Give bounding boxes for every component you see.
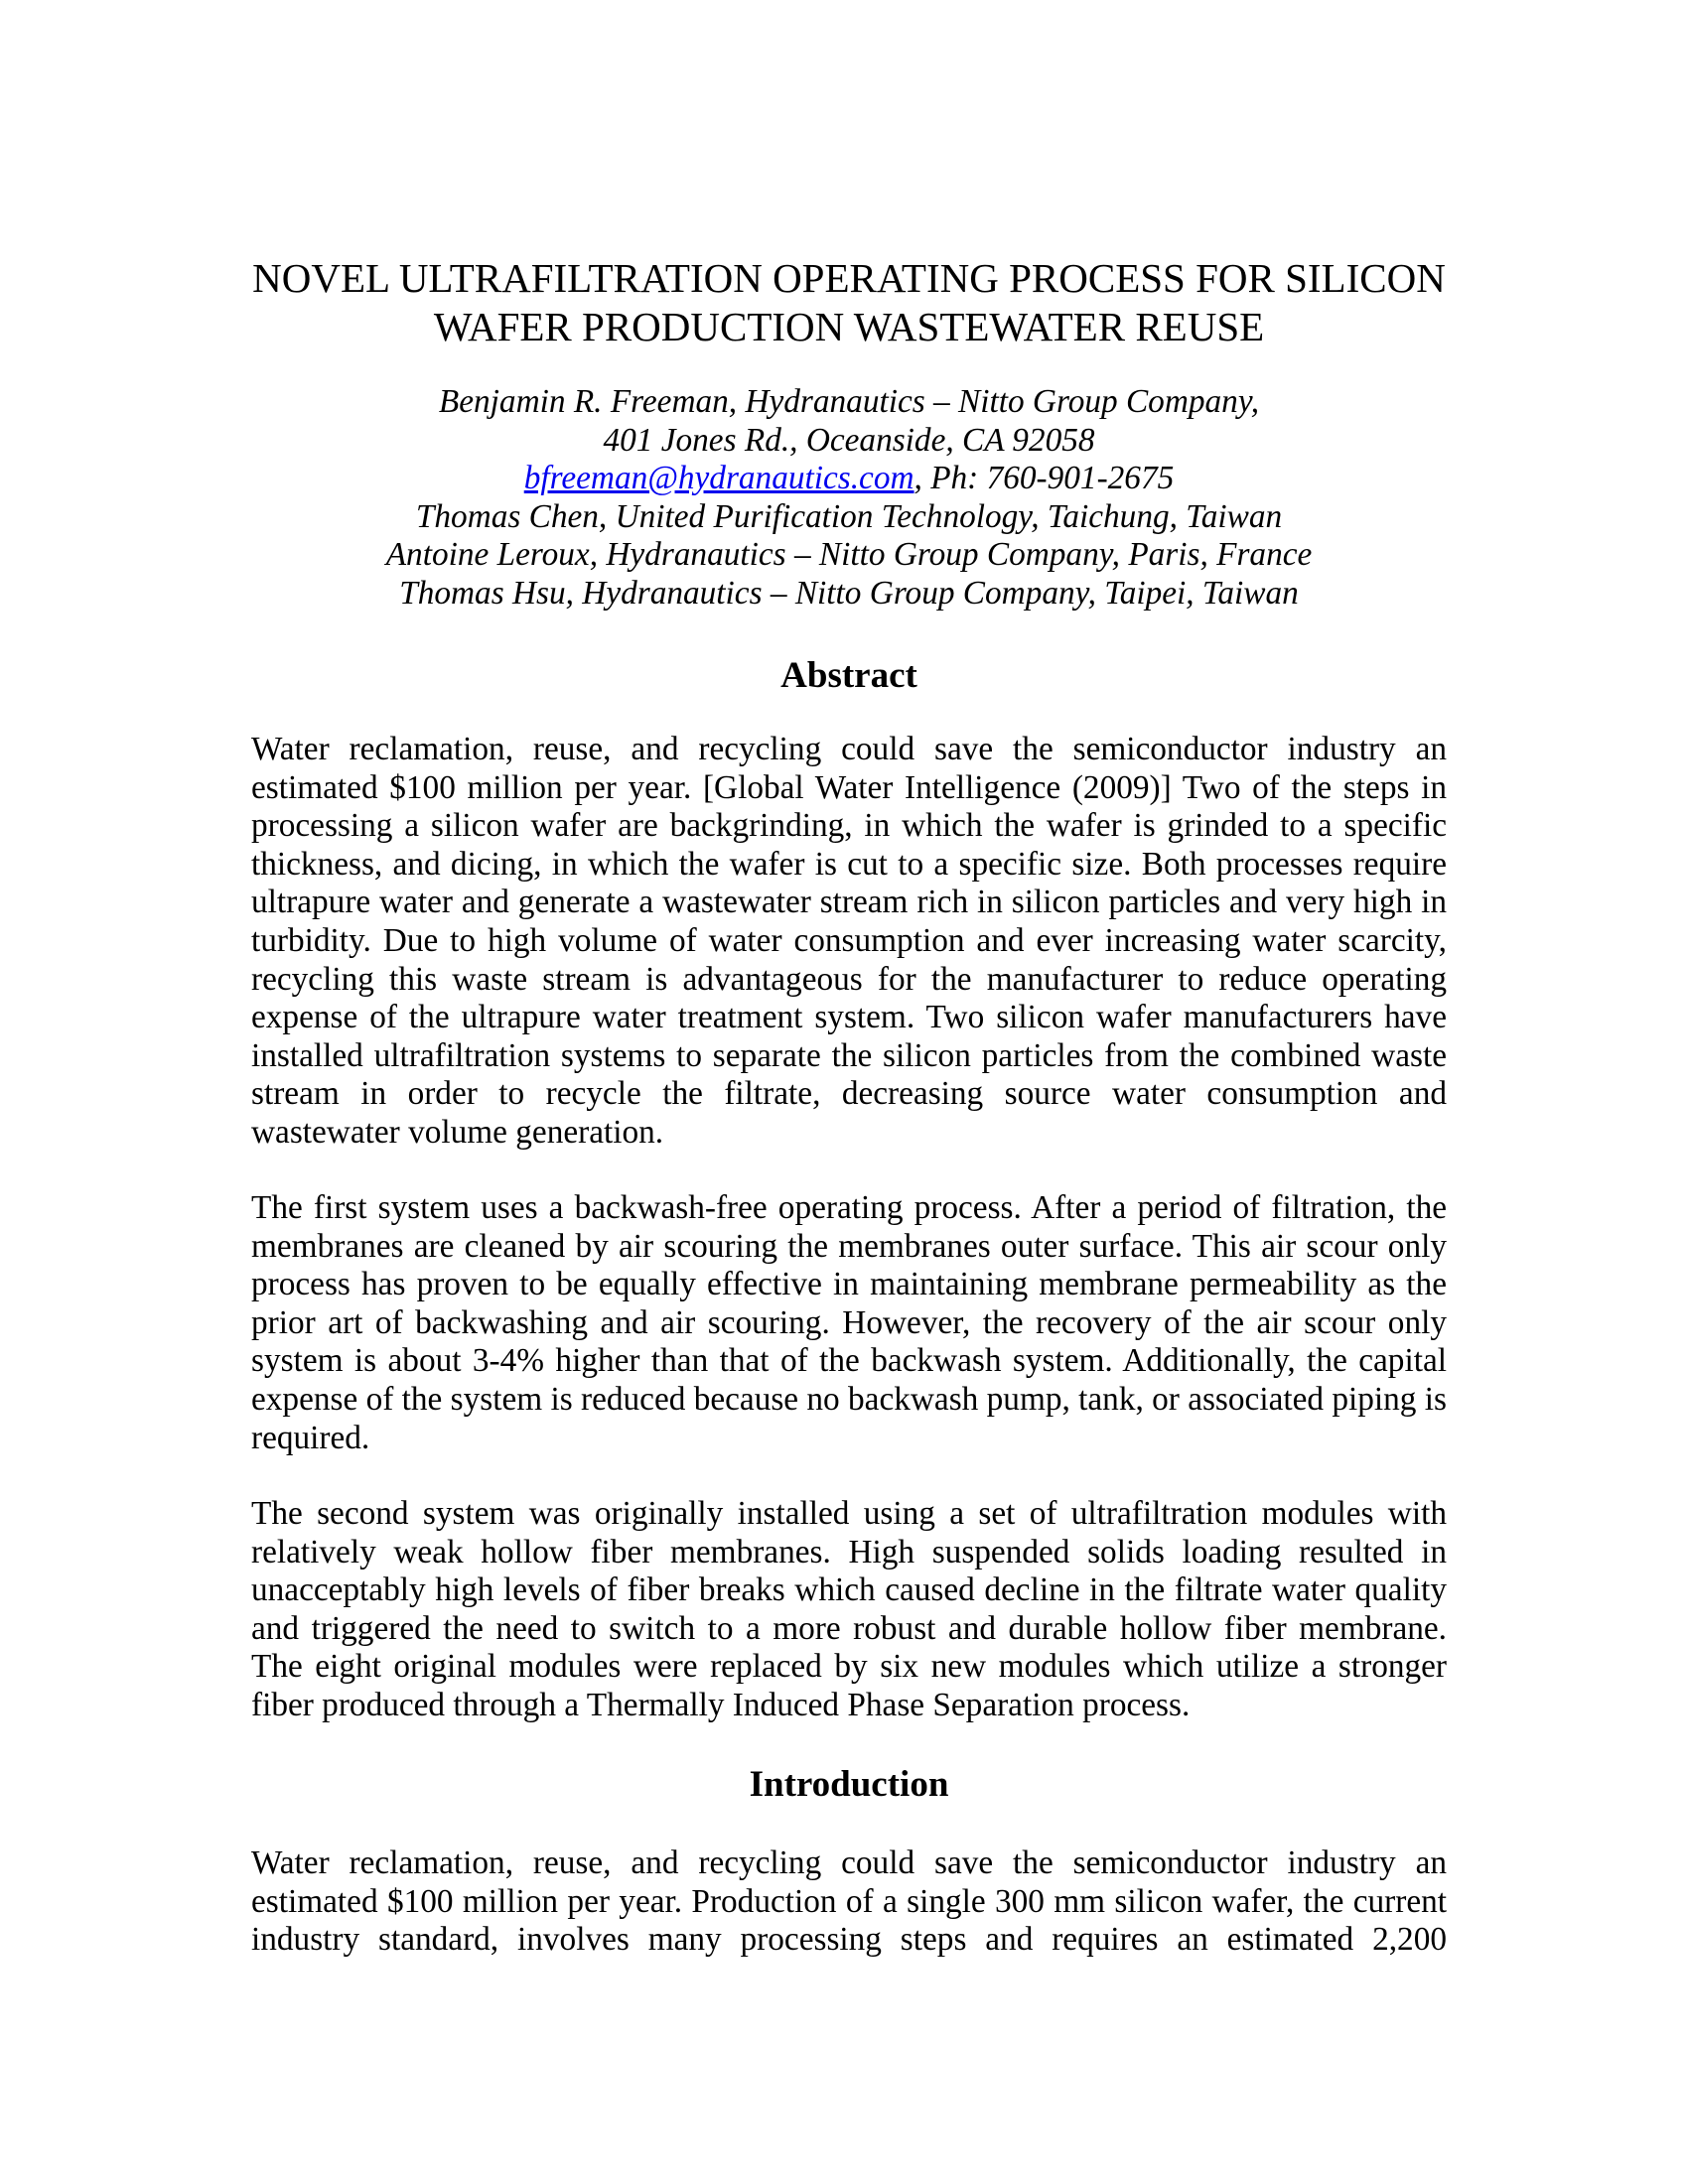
- introduction-paragraph-1: Water reclamation, reuse, and recycling could save the semiconductor industry an estimated $100 million per year. Production of a single 300 mm silicon wafer, the current industry standard, involves many processing steps and requires an estimated 2,200: [251, 1844, 1447, 1959]
- introduction-heading: Introduction: [749, 1764, 949, 1805]
- email-link[interactable]: bfreeman@hydranautics.com: [523, 460, 914, 497]
- abstract-heading: Abstract: [780, 655, 917, 696]
- paper-title: [251, 254, 1447, 351]
- author-line-freeman: Benjamin R. Freeman, Hydranautics – Nitto Group Company,: [438, 383, 1260, 420]
- phone-text: , Ph: 760-901-2675: [914, 460, 1175, 497]
- author-block: [251, 383, 1447, 614]
- abstract-paragraph-2: The first system uses a backwash-free operating process. After a period of filtration, the membranes are cleaned by air scouring the membranes outer surface. This air scour only process has proven to be equally effective in maintaining membrane permeability as the prior art of backwashing and air scouring. However, the recovery of the air scour only system is about 3-4% higher than that of the backwash system. Additionally, the capital expense of the system is reduced because no backwash pump, tank, or associated piping is required.: [251, 1189, 1447, 1456]
- paper-title-line-2: WAFER PRODUCTION WASTEWATER REUSE: [433, 304, 1265, 349]
- abstract-paragraph-3: The second system was originally installed using a set of ultrafiltration modules with relatively weak hollow fiber membranes. High suspended solids loading resulted in unacceptably high levels of fiber breaks which caused decline in the filtrate water quality and triggered the need to switch to a more robust and durable hollow fiber membrane. The eight original modules were replaced by six new modules which utilize a stronger fiber produced through a Thermally Induced Phase Separation process.: [251, 1495, 1447, 1723]
- author-line-hsu: Thomas Hsu, Hydranautics – Nitto Group Company, Taipei, Taiwan: [399, 574, 1299, 612]
- abstract-paragraph-1: Water reclamation, reuse, and recycling could save the semiconductor industry an estimated $100 million per year. [Global Water Intelligence (2009)] Two of the steps in processing a silicon wafer are backgrinding, in which the wafer is grinded to a specific thickness, and dicing, in which the wafer is cut to a specific size. Both processes require ultrapure water and generate a wastewater stream rich in silicon particles and very high in turbidity. Due to high volume of water consumption and ever increasing water scarcity, recycling this waste stream is advantageous for the manufacturer to reduce operating expense of the ultrapure water treatment system. Two silicon wafer manufacturers have installed ultrafiltration systems to separate the silicon particles from the combined waste stream in order to recycle the filtrate, decreasing source water consumption and wastewater volume generation.: [251, 731, 1447, 1151]
- author-line-chen: Thomas Chen, United Purification Technology, Taichung, Taiwan: [415, 497, 1283, 535]
- paper-title-line-1: NOVEL ULTRAFILTRATION OPERATING PROCESS FOR SILICON: [252, 255, 1446, 301]
- author-address-line: 401 Jones Rd., Oceanside, CA 92058: [603, 421, 1095, 459]
- author-contact-line: [251, 460, 1447, 498]
- author-line-leroux: Antoine Leroux, Hydranautics – Nitto Group Company, Paris, France: [385, 536, 1313, 574]
